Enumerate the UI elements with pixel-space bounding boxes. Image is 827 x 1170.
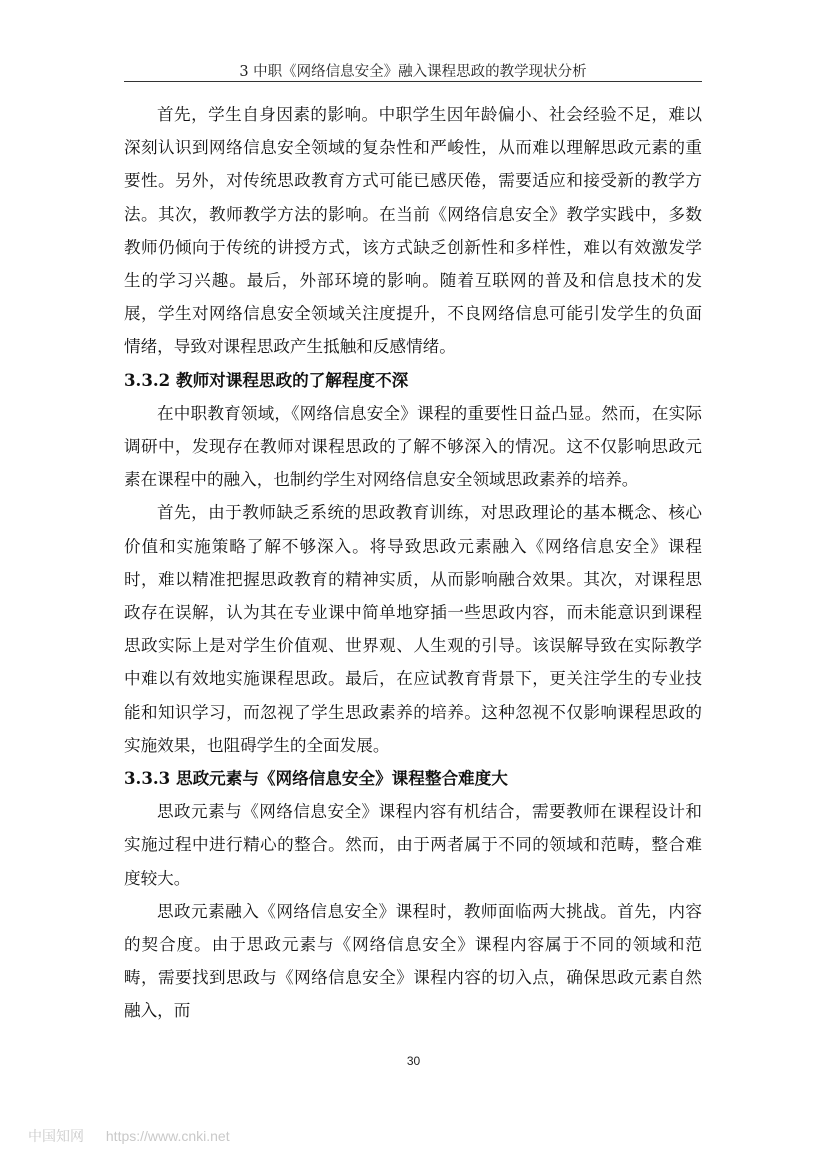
paragraph: 首先，学生自身因素的影响。中职学生因年龄偏小、社会经验不足，难以深刻认识到网络信息安全领域的复杂性和严峻性，从而难以理解思政元素的重要性。另外，对传统思政教育方式可能已感厌倦，需要适应和接受新的教学方法。其次，教师教学方法的影响。在当前《网络信息安全》教学实践中，多数教师仍倾向于传统的讲授方式，该方式缺乏创新性和多样性，难以有效激发学生的学习兴趣。最后，外部环境的影响。随着互联网的普及和信息技术的发展，学生对网络信息安全领域关注度提升，不良网络信息可能引发学生的负面情绪，导致对课程思政产生抵触和反感情绪。 — [124, 105, 702, 357]
page-number: 30 — [406, 1054, 421, 1068]
section-heading: 3.3.3 思政元素与《网络信息安全》课程整合难度大 — [124, 768, 508, 789]
watermark-url: https://www.cnki.net — [105, 1128, 230, 1144]
paragraph: 思政元素融入《网络信息安全》课程时，教师面临两大挑战。首先，内容的契合度。由于思政元素与《网络信息安全》课程内容属于不同的领域和范畴，需要找到思政与《网络信息安全》课程内容的切入点，确保思政元素自然融入，而 — [124, 901, 702, 1021]
paragraph: 思政元素与《网络信息安全》课程内容有机结合，需要教师在课程设计和实施过程中进行精心的整合。然而，由于两者属于不同的领域和范畴，整合难度较大。 — [124, 802, 702, 888]
header-divider — [124, 81, 702, 82]
watermark-brand: 中国知网 — [28, 1128, 84, 1144]
paragraph: 首先，由于教师缺乏系统的思政教育训练，对思政理论的基本概念、核心价值和实施策略了解不够深入。将导致思政元素融入《网络信息安全》课程时，难以精准把握思政教育的精神实质，从而影响融合效果。其次，对课程思政存在误解，认为其在专业课中简单地穿插一些思政内容，而未能意识到课程思政实际上是对学生价值观、世界观、人生观的引导。该误解导致在实际教学中难以有效地实施课程思政。最后，在应试教育背景下，更关注学生的专业技能和知识学习，而忽视了学生思政素养的培养。这种忽视不仅影响课程思政的实施效果，也阻碍学生的全面发展。 — [124, 503, 702, 755]
running-header: 3 中职《网络信息安全》融入课程思政的教学现状分析 — [239, 64, 587, 80]
cnki-watermark — [28, 1126, 248, 1146]
page-body — [124, 98, 702, 1028]
paragraph: 在中职教育领域，《网络信息安全》课程的重要性日益凸显。然而，在实际调研中，发现存在教师对课程思政的了解不够深入的情况。这不仅影响思政元素在课程中的融入，也制约学生对网络信息安全领域思政素养的培养。 — [124, 403, 702, 490]
section-heading: 3.3.2 教师对课程思政的了解程度不深 — [124, 369, 409, 390]
